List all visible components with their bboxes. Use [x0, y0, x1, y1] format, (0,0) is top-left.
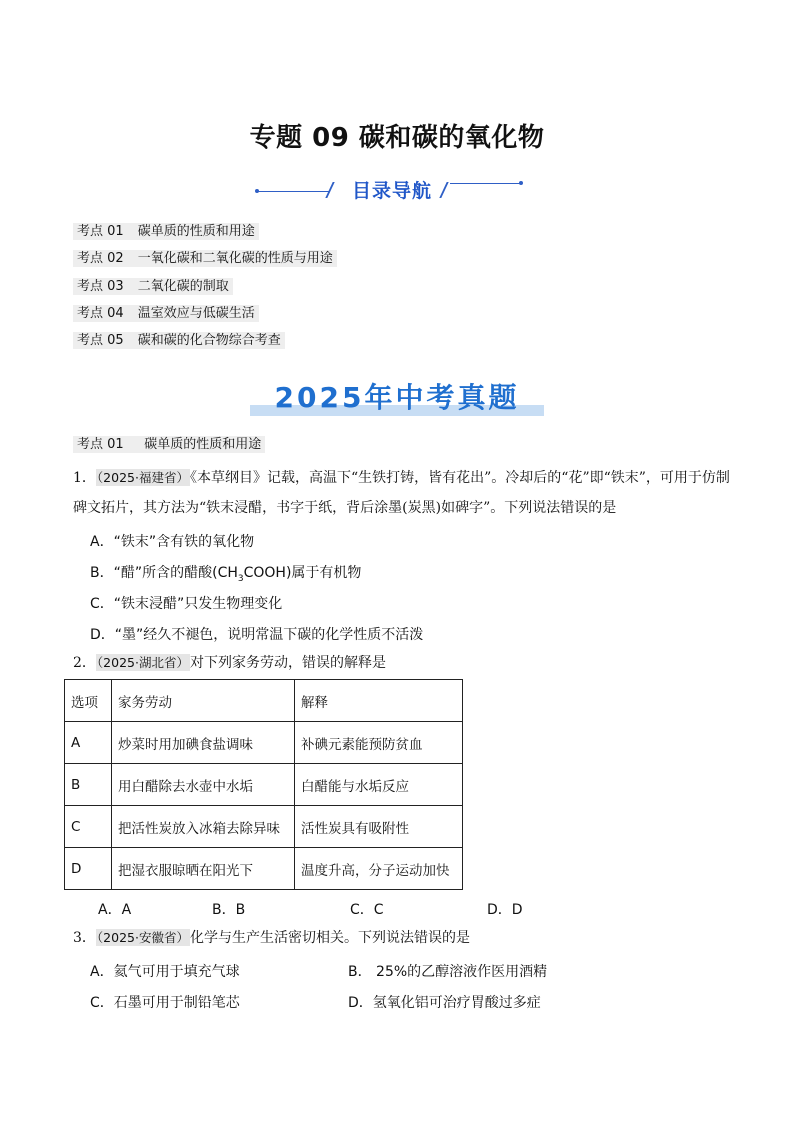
kp-code: 考点 01 — [77, 437, 124, 452]
toc-code: 考点 05 — [77, 333, 124, 349]
question-number: 3． — [73, 930, 96, 946]
table-header-row — [65, 680, 463, 722]
question-1-line1 — [73, 462, 730, 494]
table-of-contents — [73, 220, 337, 356]
table-cell: 炒菜时用加碘食盐调味 — [112, 722, 295, 764]
table-row — [65, 848, 463, 890]
table-cell: 把湿衣服晾晒在阳光下 — [112, 848, 295, 890]
q1-option-b-pre: B．“醋”所含的醋酸(CH — [90, 565, 238, 581]
toc-item[interactable] — [73, 275, 337, 302]
table-header-cell: 家务劳动 — [112, 680, 295, 722]
toc-text: 温室效应与低碳生活 — [137, 305, 255, 321]
table-cell: 白醋能与水垢反应 — [295, 764, 463, 806]
table-cell: D — [65, 848, 112, 890]
chores-table — [64, 679, 463, 890]
q3-option-c[interactable]: C．石墨可用于制铅笔芯 — [90, 995, 240, 1011]
toc-text: 二氧化碳的制取 — [137, 278, 229, 294]
q3-option-b[interactable]: B． 25%的乙醇溶液作医用酒精 — [348, 964, 548, 980]
question-text: 化学与生产生活密切相关。下列说法错误的是 — [189, 930, 470, 946]
question-text: 对下列家务劳动，错误的解释是 — [189, 655, 386, 671]
question-source: （2025·安徽省） — [96, 930, 189, 945]
table-header-cell: 解释 — [295, 680, 463, 722]
question-number: 1． — [73, 470, 96, 486]
q1-option-c[interactable]: C．“铁末浸醋”只发生物理变化 — [90, 596, 283, 612]
q3-option-d[interactable]: D．氢氧化铝可治疗胃酸过多症 — [348, 995, 541, 1011]
table-cell: 活性炭具有吸附性 — [295, 806, 463, 848]
table-header-cell: 选项 — [65, 680, 112, 722]
toc-code: 考点 01 — [77, 224, 124, 239]
banner-line-left — [258, 191, 330, 192]
table-cell: B — [65, 764, 112, 806]
q1-option-b-sub: 3 — [237, 573, 244, 584]
question-3 — [73, 922, 470, 954]
toc-banner — [258, 174, 538, 206]
q2-answer-d[interactable]: D．D — [487, 902, 523, 918]
page-title: 专题 09 碳和碳的氧化物 — [249, 123, 545, 153]
question-text: 《本草纲目》记载，高温下“生铁打铸，皆有花出”。冷却后的“花”即“铁末”，可用于仿制 — [189, 470, 730, 486]
q2-answer-c[interactable]: C．C — [350, 902, 384, 918]
question-number: 2． — [73, 655, 96, 671]
section-banner — [250, 376, 544, 420]
toc-code: 考点 02 — [77, 251, 124, 267]
toc-item[interactable] — [73, 302, 337, 329]
question-1-line2: 碑文拓片，其方法为“铁末浸醋，书字于纸，背后涂墨(炭黑)如碑字”。下列说法错误的是 — [73, 500, 617, 516]
q2-answer-b[interactable]: B．B — [212, 902, 246, 918]
toc-code: 考点 04 — [77, 305, 124, 321]
table-cell: 温度升高，分子运动加快 — [295, 848, 463, 890]
banner-dot-right — [519, 181, 523, 185]
section-banner-title: 2025年中考真题 — [274, 381, 520, 414]
banner-slash-left — [325, 182, 334, 198]
toc-code: 考点 03 — [77, 278, 124, 294]
kp-text: 碳单质的性质和用途 — [144, 437, 262, 452]
table-cell: C — [65, 806, 112, 848]
toc-item[interactable] — [73, 220, 337, 247]
q1-option-a[interactable]: A．“铁末”含有铁的氧化物 — [90, 534, 255, 550]
kp-heading — [73, 433, 265, 452]
table-row — [65, 722, 463, 764]
q3-option-a[interactable]: A．氦气可用于填充气球 — [90, 964, 240, 980]
toc-text: 一氧化碳和二氧化碳的性质与用途 — [137, 251, 333, 267]
banner-line-right — [450, 183, 520, 184]
table-row — [65, 806, 463, 848]
table-cell: 用白醋除去水壶中水垢 — [112, 764, 295, 806]
table-row — [65, 764, 463, 806]
toc-text: 碳和碳的化合物综合考查 — [137, 333, 281, 349]
q2-answer-a[interactable]: A．A — [98, 902, 132, 918]
table-cell: A — [65, 722, 112, 764]
question-source: （2025·湖北省） — [96, 655, 189, 670]
table-cell: 把活性炭放入冰箱去除异味 — [112, 806, 295, 848]
table-cell: 补碘元素能预防贫血 — [295, 722, 463, 764]
toc-text: 碳单质的性质和用途 — [137, 224, 255, 239]
question-2 — [73, 647, 386, 679]
q1-option-b[interactable] — [90, 562, 361, 584]
toc-item[interactable] — [73, 329, 337, 356]
question-source: （2025·福建省） — [96, 470, 189, 485]
toc-item[interactable] — [73, 247, 337, 274]
q1-option-b-post: COOH)属于有机物 — [243, 565, 362, 581]
q1-option-d[interactable]: D．“墨”经久不褪色，说明常温下碳的化学性质不活泼 — [90, 627, 424, 643]
toc-banner-label: 目录导航 — [351, 180, 432, 202]
